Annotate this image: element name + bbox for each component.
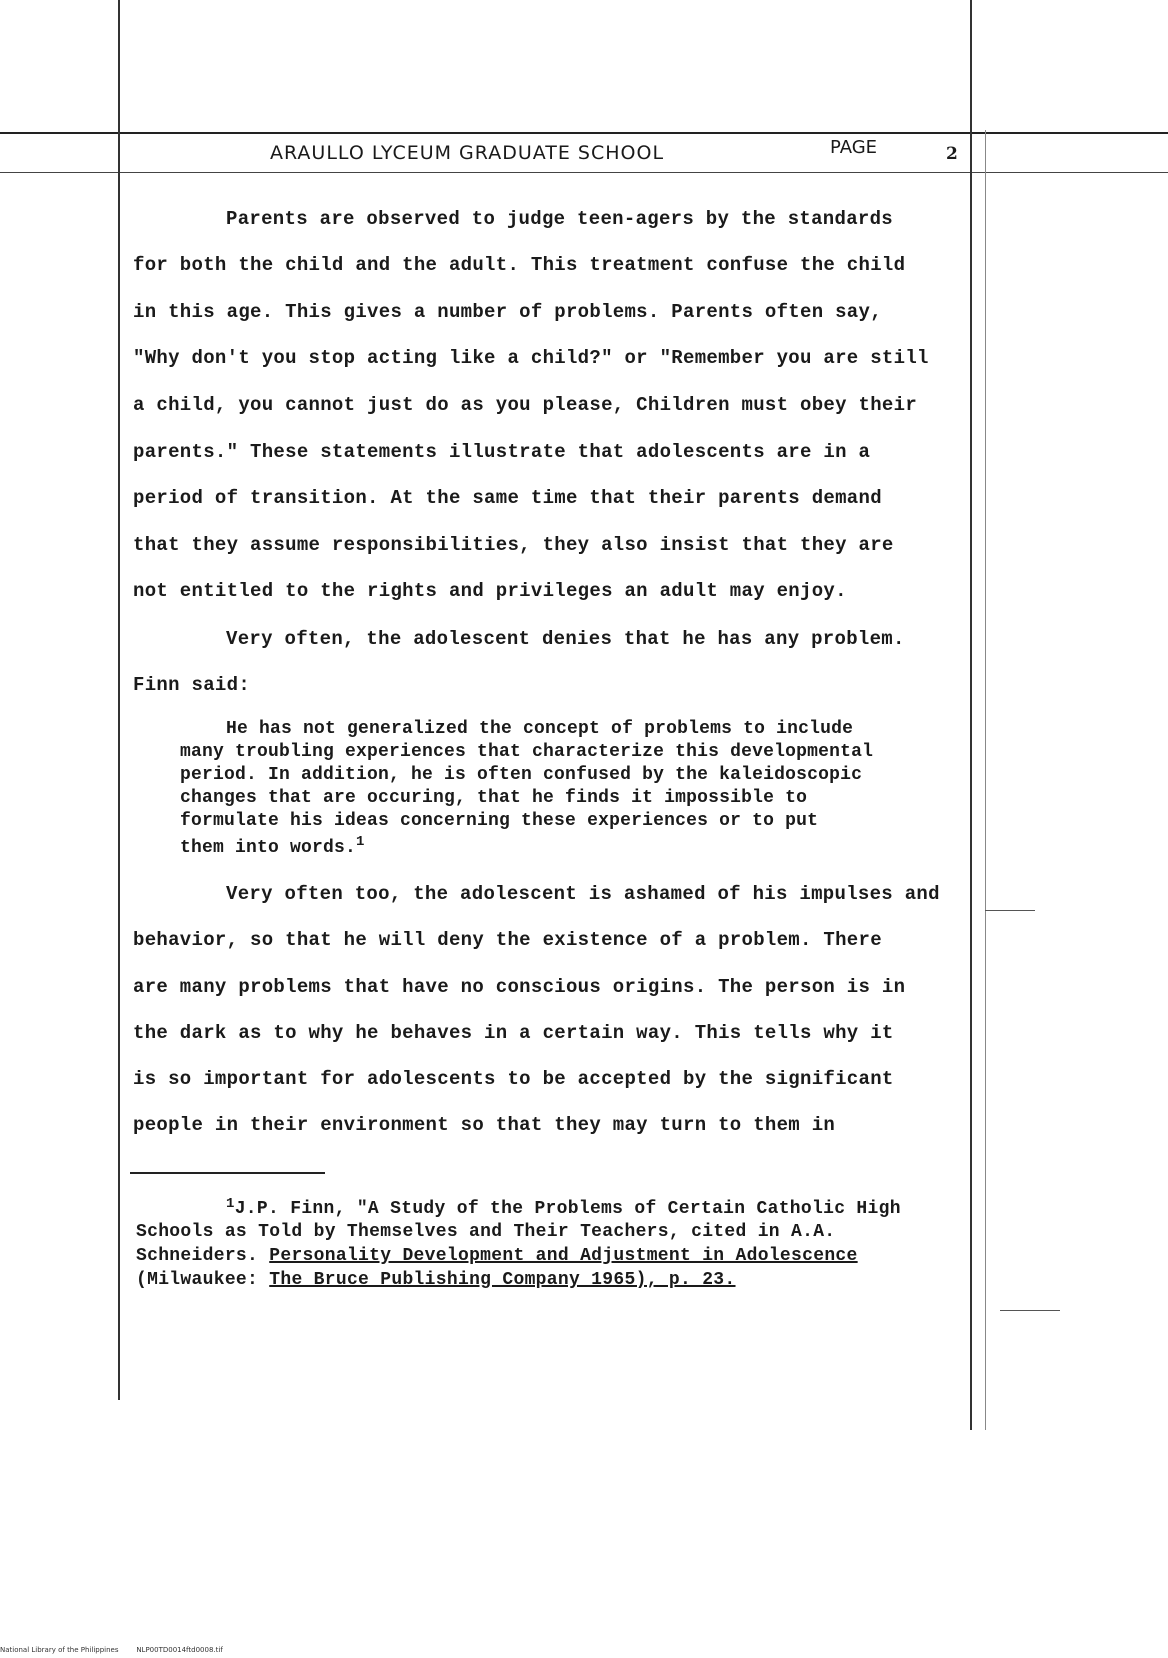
paragraph-line: Finn said: (133, 674, 251, 696)
school-title: ARAULLO LYCEUM GRADUATE SCHOOL (270, 142, 665, 164)
right-edge-tick-2 (1000, 1310, 1060, 1311)
paragraph-line: Parents are observed to judge teen-agers by the standards (226, 208, 894, 230)
quote-line: formulate his ideas concerning these experiences or to put (180, 811, 819, 831)
footnote-line-1 (226, 1196, 901, 1219)
left-margin-rule (118, 0, 120, 1400)
page-label: PAGE (830, 137, 878, 158)
quote-line: He has not generalized the concept of problems to include (226, 719, 854, 739)
footnote-line: Schools as Told by Themselves and Their Teachers, cited in A.A. (136, 1222, 836, 1242)
footnote-text: Schneiders. (136, 1246, 259, 1266)
right-margin-rule (970, 0, 972, 1430)
paragraph-line: that they assume responsibilities, they also insist that they are (133, 534, 894, 556)
scan-filename: NLP00TD0014ftd0008.tif (136, 1646, 223, 1654)
paragraph-line: the dark as to why he behaves in a certain way. This tells why it (133, 1022, 894, 1044)
paragraph-line: are many problems that have no conscious origins. The person is in (133, 976, 906, 998)
footnote-text: J.P. Finn, "A Study of the Problems of Certain Catholic High (234, 1199, 901, 1219)
right-margin-rule-inner (985, 130, 986, 1430)
footnote-text: (Milwaukee: (136, 1270, 259, 1290)
quote-line: many troubling experiences that characterize this developmental (180, 742, 874, 762)
paragraph-line: behavior, so that he will deny the existence of a problem. There (133, 929, 882, 951)
library-name: National Library of the Philippines (0, 1646, 119, 1654)
scan-footer (0, 1646, 223, 1654)
quote-text: them into words. (180, 838, 357, 858)
paragraph-line: in this age. This gives a number of problems. Parents often say, (133, 301, 882, 323)
footnote-marker: 1 (356, 834, 365, 850)
footnote-line-4 (136, 1270, 736, 1290)
quote-line: period. In addition, he is often confused by the kaleidoscopic (180, 765, 863, 785)
page-number: 2 (946, 144, 958, 164)
paragraph-line: Very often too, the adolescent is ashamed of his impulses and (226, 883, 940, 905)
footnote-number: 1 (226, 1196, 235, 1212)
paragraph-line: not entitled to the rights and privileges an adult may enjoy. (133, 580, 847, 602)
paragraph-line: period of transition. At the same time that their parents demand (133, 487, 882, 509)
quote-line: changes that are occuring, that he finds it impossible to (180, 788, 808, 808)
quote-line-last (180, 834, 365, 858)
footnote-separator (130, 1172, 325, 1174)
paragraph-line: people in their environment so that they may turn to them in (133, 1114, 836, 1136)
paragraph-line: is so important for adolescents to be accepted by the significant (133, 1068, 894, 1090)
paragraph-line: parents." These statements illustrate that adolescents are in a (133, 441, 871, 463)
publisher-info: The Bruce Publishing Company 1965), p. 23. (269, 1270, 736, 1290)
footnote-line-3 (136, 1246, 858, 1266)
header-rule-top (0, 132, 1168, 134)
paragraph-line: Very often, the adolescent denies that he has any problem. (226, 628, 905, 650)
right-edge-tick-1 (985, 910, 1035, 911)
paragraph-line: a child, you cannot just do as you please, Children must obey their (133, 394, 918, 416)
book-title: Personality Development and Adjustment in Adolescence (269, 1246, 858, 1266)
paragraph-line: for both the child and the adult. This treatment confuse the child (133, 254, 906, 276)
paragraph-line: "Why don't you stop acting like a child?" or "Remember you are still (133, 347, 929, 369)
header-rule-bottom (0, 172, 1168, 173)
